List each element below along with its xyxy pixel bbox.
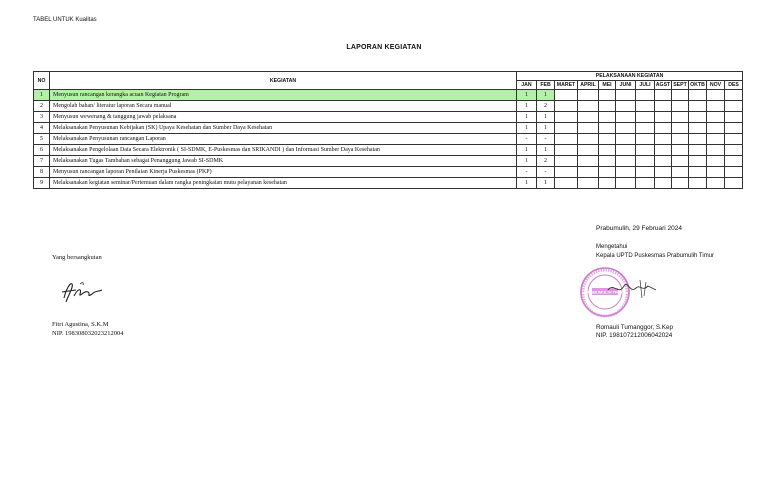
cell-month-empty: [725, 156, 743, 167]
cell-month-empty: [725, 101, 743, 112]
cell-month-empty: [616, 167, 636, 178]
cell-feb: 1: [537, 123, 555, 134]
header-month: FEB: [537, 81, 555, 90]
cell-month-empty: [707, 178, 725, 189]
cell-month-empty: [707, 112, 725, 123]
cell-jan: 1: [517, 178, 537, 189]
table-row: [34, 123, 743, 134]
cell-month-empty: [655, 178, 672, 189]
header-month: JULI: [636, 81, 655, 90]
cell-month-empty: [555, 134, 578, 145]
cell-month-empty: [599, 112, 616, 123]
cell-month-empty: [636, 101, 655, 112]
cell-feb: 1: [537, 145, 555, 156]
cell-jan: -: [517, 167, 537, 178]
cell-month-empty: [616, 134, 636, 145]
row-number: 6: [34, 145, 50, 156]
cell-month-empty: [655, 112, 672, 123]
cell-month-empty: [578, 123, 599, 134]
cell-month-empty: [578, 134, 599, 145]
table-row: [34, 90, 743, 101]
table-row: [34, 167, 743, 178]
cell-month-empty: [689, 112, 707, 123]
left-sign-label: Yang bersangkutan: [52, 254, 102, 261]
cell-feb: -: [537, 134, 555, 145]
row-number: 5: [34, 134, 50, 145]
cell-month-empty: [555, 90, 578, 101]
row-number: 9: [34, 178, 50, 189]
cell-month-empty: [707, 134, 725, 145]
cell-month-empty: [599, 123, 616, 134]
cell-month-empty: [616, 145, 636, 156]
row-activity: Melaksanakan Tugas Tambahan sebagai Penanggung Jawab SI-SDMK: [50, 156, 517, 167]
cell-month-empty: [689, 156, 707, 167]
left-sign-nip: NIP. 198308032023212004: [52, 330, 124, 337]
cell-month-empty: [655, 90, 672, 101]
page-title: LAPORAN KEGIATAN: [346, 44, 422, 51]
table-row: [34, 101, 743, 112]
header-month: NOV: [707, 81, 725, 90]
cell-month-empty: [599, 178, 616, 189]
row-activity: Menyusun rancangan kerangka acuan Kegiatan Program: [50, 90, 517, 101]
cell-month-empty: [707, 90, 725, 101]
table-row: [34, 145, 743, 156]
cell-jan: -: [517, 134, 537, 145]
cell-jan: 1: [517, 123, 537, 134]
right-sign-name: Romauli Tumanggor, S.Kep: [596, 324, 674, 331]
cell-month-empty: [672, 178, 689, 189]
header-month: OKTB: [690, 82, 705, 88]
header-no: NO: [34, 72, 50, 90]
cell-month-empty: [725, 167, 743, 178]
cell-month-empty: [689, 134, 707, 145]
cell-month-empty: [599, 134, 616, 145]
cell-month-empty: [707, 123, 725, 134]
cell-jan: 1: [517, 90, 537, 101]
cell-month-empty: [655, 145, 672, 156]
cell-month-empty: [725, 178, 743, 189]
left-sign-name: Fitri Agustina, S.K.M: [52, 321, 109, 328]
cell-month-empty: [578, 178, 599, 189]
cell-month-empty: [599, 156, 616, 167]
cell-month-empty: [555, 101, 578, 112]
cell-month-empty: [616, 156, 636, 167]
row-number: 4: [34, 123, 50, 134]
cell-month-empty: [578, 145, 599, 156]
cell-month-empty: [689, 101, 707, 112]
row-activity: Menyusun wewenang & tanggung jawab pelaksana: [50, 112, 517, 123]
header-month: JAN: [517, 81, 537, 90]
cell-month-empty: [555, 167, 578, 178]
cell-month-empty: [599, 145, 616, 156]
cell-month-empty: [555, 145, 578, 156]
cell-month-empty: [578, 112, 599, 123]
cell-month-empty: [555, 156, 578, 167]
cell-month-empty: [555, 178, 578, 189]
place-date: Prabumulih, 29 Februari 2024: [596, 225, 682, 232]
cell-month-empty: [672, 112, 689, 123]
header-pelaksanaan: PELAKSANAAN KEGIATAN: [517, 72, 743, 81]
header-month: DES: [725, 81, 743, 90]
table-row: [34, 178, 743, 189]
cell-month-empty: [707, 145, 725, 156]
header-month: MARET: [555, 81, 578, 90]
cell-month-empty: [672, 123, 689, 134]
row-number: 3: [34, 112, 50, 123]
cell-feb: 2: [537, 156, 555, 167]
cell-feb: 1: [537, 90, 555, 101]
header-kegiatan: KEGIATAN: [50, 72, 517, 90]
stamp-label: PRABUMULIH TIMUR: [584, 289, 626, 295]
row-activity: Melaksanakan kegiatan seminar/Pertemuan dalam rangka peningkatan mutu pelayanan kesehatan: [50, 178, 517, 189]
cell-month-empty: [725, 134, 743, 145]
right-sign-nip: NIP. 198107212006042024: [596, 332, 673, 339]
cell-month-empty: [707, 167, 725, 178]
jabatan-label: Kepala UPTD Puskesmas Prabumulih Timur: [596, 253, 715, 259]
cell-month-empty: [578, 156, 599, 167]
cell-month-empty: [555, 123, 578, 134]
cell-month-empty: [636, 90, 655, 101]
cell-month-empty: [725, 112, 743, 123]
cell-month-empty: [689, 178, 707, 189]
cell-month-empty: [578, 90, 599, 101]
cell-month-empty: [655, 101, 672, 112]
cell-month-empty: [672, 101, 689, 112]
cell-month-empty: [672, 134, 689, 145]
cell-month-empty: [672, 167, 689, 178]
cell-month-empty: [616, 112, 636, 123]
cell-month-empty: [672, 156, 689, 167]
row-number: 7: [34, 156, 50, 167]
cell-month-empty: [616, 101, 636, 112]
mengetahui-label: Mengetahui: [596, 244, 628, 250]
header-note: TABEL UNTUK Kualitas: [33, 17, 97, 23]
cell-month-empty: [636, 145, 655, 156]
cell-month-empty: [599, 167, 616, 178]
cell-month-empty: [616, 123, 636, 134]
row-activity: Melaksanakan Penyusunan rancangan Laporan: [50, 134, 517, 145]
activity-table: [33, 71, 743, 189]
cell-month-empty: [616, 178, 636, 189]
cell-month-empty: [689, 90, 707, 101]
cell-jan: 1: [517, 145, 537, 156]
cell-month-empty: [636, 167, 655, 178]
header-month: SEPT: [673, 82, 687, 88]
cell-month-empty: [599, 101, 616, 112]
cell-month-empty: [636, 112, 655, 123]
cell-feb: -: [537, 167, 555, 178]
cell-feb: 1: [537, 112, 555, 123]
header-month: JUNI: [616, 81, 636, 90]
row-activity: Menyusun rancangan laporan Penilaian Kinerja Puskesmas (PKP): [50, 167, 517, 178]
cell-month-empty: [578, 167, 599, 178]
cell-month-empty: [725, 90, 743, 101]
cell-month-empty: [707, 156, 725, 167]
left-signature: [58, 276, 108, 306]
cell-month-empty: [616, 90, 636, 101]
cell-feb: 2: [537, 101, 555, 112]
header-month: APRIL: [578, 81, 599, 90]
table-row: [34, 112, 743, 123]
cell-month-empty: [655, 167, 672, 178]
row-activity: Melaksanakan Penyusunan Kebijakan (SK) Upaya Kesehatan dan Sumber Daya Kesehatan: [50, 123, 517, 134]
cell-month-empty: [655, 134, 672, 145]
cell-month-empty: [725, 123, 743, 134]
row-number: 8: [34, 167, 50, 178]
row-activity: Mengolah bahan/ literatur laporan Secara manual: [50, 101, 517, 112]
cell-month-empty: [578, 101, 599, 112]
table-row: [34, 134, 743, 145]
cell-month-empty: [707, 101, 725, 112]
cell-jan: 1: [517, 112, 537, 123]
cell-month-empty: [689, 123, 707, 134]
cell-jan: 1: [517, 101, 537, 112]
cell-month-empty: [689, 167, 707, 178]
cell-feb: 1: [537, 178, 555, 189]
row-activity: Melaksanakan Pengelolaan Data Secara Elektronik ( SI-SDMK, E-Puskesmas dan SRIKANDI ) dan Informasi Sumber Daya Kesehatan: [50, 145, 517, 156]
cell-month-empty: [636, 134, 655, 145]
cell-month-empty: [599, 90, 616, 101]
cell-month-empty: [636, 156, 655, 167]
cell-month-empty: [689, 145, 707, 156]
header-month: MEI: [599, 81, 616, 90]
row-number: 1: [34, 90, 50, 101]
row-number: 2: [34, 101, 50, 112]
official-stamp: [578, 264, 688, 320]
cell-month-empty: [636, 123, 655, 134]
cell-month-empty: [725, 145, 743, 156]
cell-month-empty: [655, 156, 672, 167]
cell-month-empty: [672, 145, 689, 156]
table-row: [34, 156, 743, 167]
cell-month-empty: [672, 90, 689, 101]
cell-month-empty: [555, 112, 578, 123]
cell-jan: 1: [517, 156, 537, 167]
header-month: AGST: [655, 82, 671, 88]
cell-month-empty: [636, 178, 655, 189]
cell-month-empty: [655, 123, 672, 134]
